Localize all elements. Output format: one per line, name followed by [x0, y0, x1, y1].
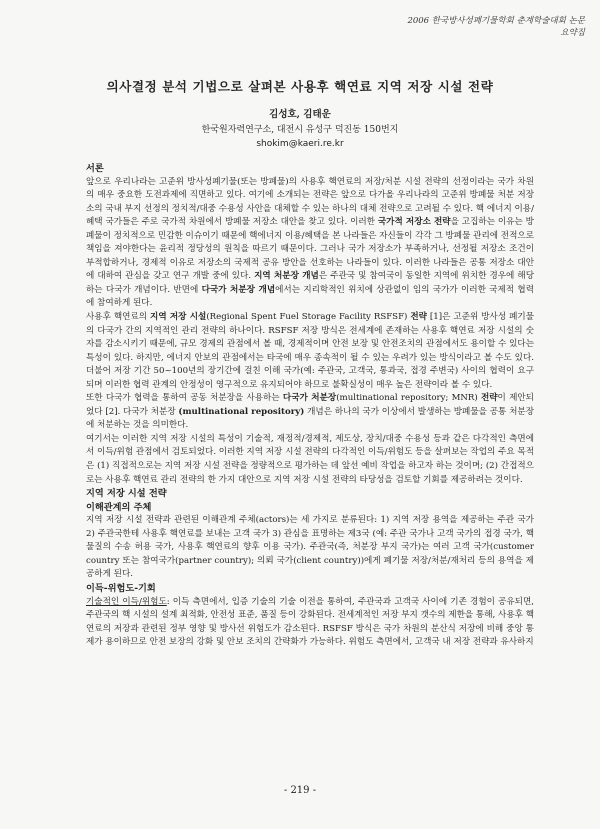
paragraph-6 — [86, 596, 534, 650]
subsection-heading-actors: 이해관계의 주체 — [86, 501, 152, 513]
section-heading-intro: 서론 — [86, 163, 104, 174]
subsection-heading-benefit: 이득-위험도-기회 — [86, 582, 156, 594]
text: 이 제안되었다 [2]. 다국가 처분장 — [86, 393, 534, 417]
running-header: 2006 한국방사성폐기물학회 춘계학술대회 논문요약집 — [407, 16, 585, 38]
paragraph-1 — [86, 176, 534, 311]
text: 에서는 지리학적인 위치에 상관없이 임의 국가가 이러한 국제적 협력에 참여하게 된다. — [86, 284, 534, 309]
page-number: - 219 - — [283, 785, 317, 796]
underlined-text: 기술적인 이득/위험도 — [86, 596, 167, 607]
paragraph-4: 여기서는 이러한 지역 저장 시설의 특성이 기술적, 재정적/경제적, 제도상, 장치/대중 수용성 등과 같은 다각적인 측면에서 이득/위험 관점에서 검토되었다. 이러한 지역 저장 시설 전략의 다각적인 이득/위험도 등을 살펴보는 작업의 주요 목적은 (1) 직접적으로는 지역 저장 시설 전략을 정량적으로 평가하는 데 앞선 예비 작업을 하고자 하는 것이며; (2) 간접적으로는 사용후 핵연료 관리 전략의 한 가지 대안으로 지역 저장 시설 전략의 타당성을 검토할 기회를 제공하려는 것이다. — [86, 433, 534, 485]
text: (Regional Spent Fuel Storage Facility RSFSF) — [206, 312, 411, 323]
section-heading-strategy: 지역 저장 시설 전략 — [86, 488, 167, 500]
bold-text: 지역 처분장 개념 — [254, 271, 319, 282]
paper-body — [86, 162, 534, 650]
bold-text: 다국가 처분장 — [282, 393, 337, 404]
affiliation: 한국원자력연구소, 대전시 유성구 덕진동 150번지 — [201, 125, 399, 135]
bold-text: 지역 저장 시설 — [150, 312, 207, 323]
paragraph-5: 지역 저장 시설 전략과 관련된 이해관계 주체(actors)는 세 가지로 분류된다: 1) 지역 저장 용역을 제공하는 주관 국가 2) 주관국한테 사용후 핵연료를 보내는 고객 국가 3) 관심을 표명하는 제3국 (예: 주관 국가나 고객 국가의 접경 국가, 핵 물질의 수송 허용 국가, 사용후 핵연료의 향후 이용 국가). 주관국(즉, 처분장 부지 국가)는 여러 고객 국가(customer country 또는 참여국가(partner country); 의뢰 국가(client country))에게 폐기물 저장/처분/재처리 등의 용역을 제공하게 된다. — [86, 515, 534, 580]
bold-text: 다국가 처분장 개념 — [201, 284, 276, 295]
text: 을 고집하는 이유는 방폐물이 정치적으로 민감한 이슈이기 때문에 핵에너지 이용/혜택을 본 나라들은 자신들이 각각 그 방폐물 관리에 전적으로 책임을 져야한다는 윤리적 정당성의 원칙을 따르기 때문이다. 그러나 국가 저장소가 부족하거나, 선정될 저장소 조건이 부적합하거나, 경제적 이유로 저장소의 국제적 공유 방안을 선호하는 나라들이 있다. 이러한 나라들은 공통 저장소 대안에 대하여 관심을 갖고 연구 개발 중에 있다. — [86, 217, 534, 282]
author-email: shokim@kaeri.re.kr — [256, 139, 344, 149]
authors: 김성호, 김태운 — [269, 109, 331, 120]
text: : 이득 측면에서, 입증 기술의 기술 이전을 통하여, 주관국과 고객국 사이에 기존 경험이 공유되면, 주관국의 핵 시설의 설계 최적화, 안전성 표준, 품질 등이 강화된다. 전세계적인 저장 부지 갯수의 제한을 통해, 사용후 핵연료의 저장과 관련된 정부 영향 및 방사선 위험도가 감소된다. RSFSF 방식은 국가 차원의 분산식 저장에 비해 중앙 통제가 용이하므로 안전 보장의 강화 및 안보 조치의 간략화가 가능하다. 위험도 측면에서, 고객국 내 저장 전략과 유사하지 — [86, 596, 534, 648]
text: (multinational repository; MNR) — [336, 393, 481, 404]
paper-title: 의사결정 분석 기법으로 살펴본 사용후 핵연료 지역 저장 시설 전략 — [106, 79, 494, 94]
bold-text: 국가적 저장소 전략 — [377, 217, 451, 228]
paragraph-2 — [86, 311, 534, 392]
paragraph-3 — [86, 392, 534, 433]
text: [1]은 고준위 방사성 폐기물의 다국가 간의 지역적인 관리 전략의 하나이다. RSFSF 저장 방식은 전세계에 존재하는 사용후 핵연료 저장 시설의 숫자를 감소시키기 때문에, 규모 경제의 관점에서 볼 때, 경제적이며 안전 보장 및 안전조치의 관점에서도 용이할 수 있다는 특성이 있다. 하지만, 에너지 안보의 관점에서는 타국에 매우 종속적이 될 수 있는 우려가 있는 방식이라고 볼 수도 있다. 더불어 저장 기간 50~100년의 장기간에 걸친 이해 국가(예: 주관국, 고객국, 통과국, 접경 주변국) 사이의 협력이 요구되며 이러한 협력 관계의 안정성이 영구적으로 유지되어야 하므로 불확실성이 매우 높은 전략이라 볼 수 있다. — [86, 312, 535, 390]
text: 또한 다국가 협력을 통하여 공동 처분장을 사용하는 — [86, 393, 283, 404]
text: 은 주관국 및 참여국이 동일한 지역에 위치한 경우에 해당하는 다국가 개념이다. 반면에 — [86, 271, 534, 295]
bold-text: 전략 — [410, 312, 427, 323]
text: 사용후 핵연료의 — [86, 312, 151, 323]
text: 앞으로 우리나라는 고준위 방사성폐기물(또는 방폐물)의 사용후 핵연료의 저장/처분 시설 전략의 선정이라는 국가 차원의 매우 중요한 도전과제에 직면하고 있다. 여기에 소개되는 전략은 앞으로 다가올 우리나라의 고준위 방폐물 처분 저장소의 국내 부지 선정의 정치적/대중 수용성 사안을 대체할 수 있는 하나의 대체 전략으로 고려될 수 있다. 핵 에너지 이용/혜택 국가들은 주로 국가적 차원에서 방폐물 저장소 대안을 찾고 있다. 이러한 — [86, 176, 534, 228]
text: 개념은 하나의 국가 이상에서 발생하는 방폐물을 공통 처분장에 처분하는 것을 의미한다. — [86, 406, 535, 431]
bold-text: 전략 — [480, 393, 498, 404]
bold-text: (multinational repository) — [178, 406, 305, 417]
